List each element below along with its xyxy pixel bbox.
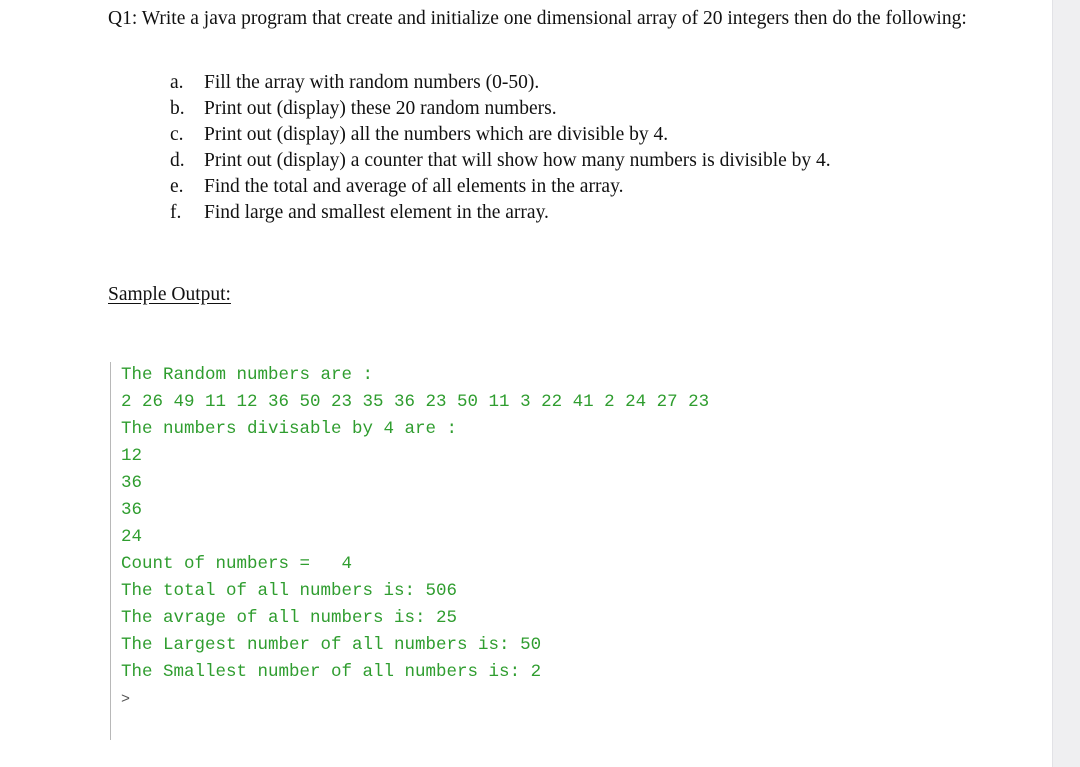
console-line: The numbers divisable by 4 are : bbox=[121, 419, 458, 439]
task-item bbox=[170, 70, 831, 96]
console-line: The Smallest number of all numbers is: 2 bbox=[121, 662, 542, 682]
task-item bbox=[170, 174, 831, 200]
task-text: Find large and smallest element in the array. bbox=[204, 202, 549, 223]
task-letter: a. bbox=[170, 72, 184, 93]
task-letter: d. bbox=[170, 150, 185, 171]
console-line: The total of all numbers is: 506 bbox=[121, 581, 458, 601]
console-output bbox=[110, 362, 1050, 740]
console-line: 12 bbox=[121, 446, 143, 466]
console-line: The Largest number of all numbers is: 50 bbox=[121, 635, 542, 655]
task-letter: b. bbox=[170, 98, 185, 119]
task-letter: f. bbox=[170, 202, 182, 223]
task-item bbox=[170, 200, 831, 226]
console-prompt[interactable]: > bbox=[121, 691, 131, 708]
console-line: Count of numbers = 4 bbox=[121, 554, 353, 574]
task-letter: e. bbox=[170, 176, 184, 197]
task-text: Print out (display) all the numbers which are divisible by 4. bbox=[204, 124, 669, 145]
console-line: 36 bbox=[121, 500, 143, 520]
console-line: 2 26 49 11 12 36 50 23 35 36 23 50 11 3 22 41 2 24 27 23 bbox=[121, 392, 710, 412]
task-letter: c. bbox=[170, 124, 184, 145]
console-line: 36 bbox=[121, 473, 143, 493]
sample-output-heading: Sample Output: bbox=[108, 284, 231, 305]
console-line: The avrage of all numbers is: 25 bbox=[121, 608, 458, 628]
task-text: Print out (display) these 20 random numbers. bbox=[204, 98, 557, 119]
page-edge-strip bbox=[1052, 0, 1080, 767]
task-item bbox=[170, 96, 831, 122]
console-line: 24 bbox=[121, 527, 143, 547]
console-line: The Random numbers are : bbox=[121, 365, 374, 385]
task-list bbox=[170, 70, 831, 226]
task-text: Find the total and average of all elements in the array. bbox=[204, 176, 624, 197]
task-item bbox=[170, 122, 831, 148]
task-text: Print out (display) a counter that will show how many numbers is divisible by 4. bbox=[204, 150, 831, 171]
question-text: Q1: Write a java program that create and initialize one dimensional array of 20 integers then do the following: bbox=[108, 8, 967, 29]
task-text: Fill the array with random numbers (0-50). bbox=[204, 72, 540, 93]
task-item bbox=[170, 148, 831, 174]
